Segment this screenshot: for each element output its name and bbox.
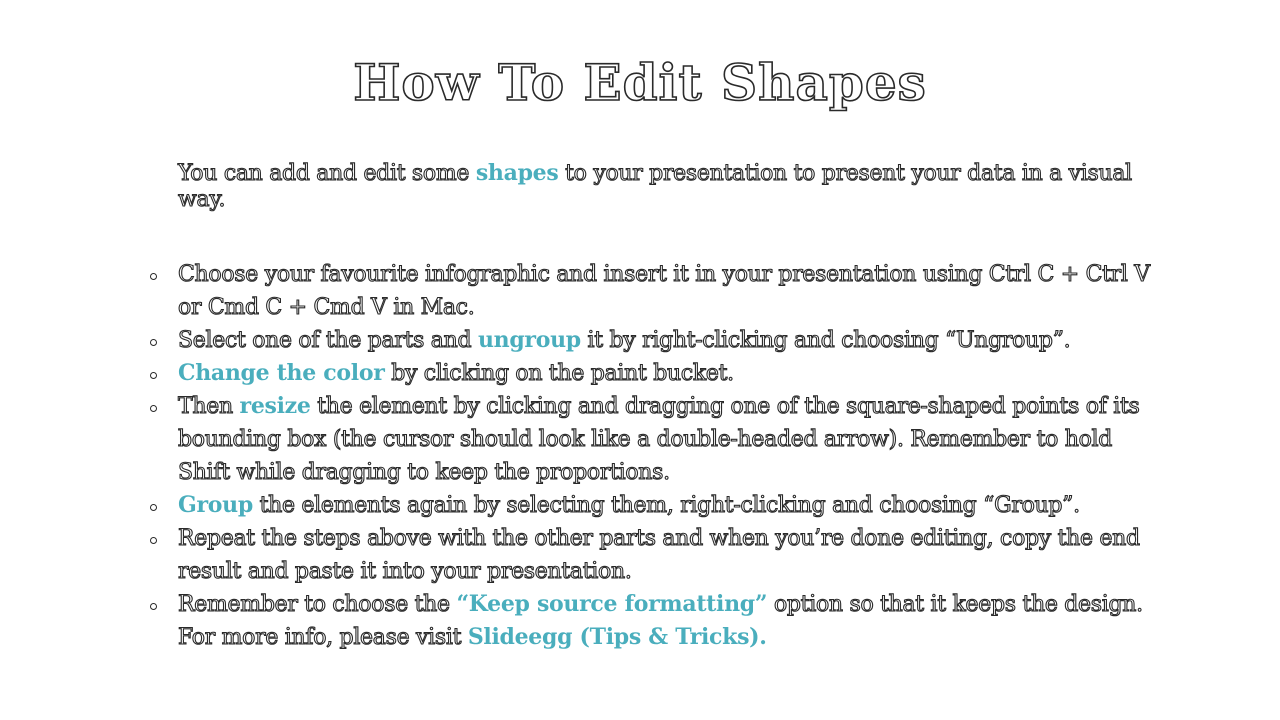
list-item	[150, 390, 1150, 489]
bullet-highlight: resize	[239, 393, 311, 419]
bullet-end-period: .	[759, 624, 767, 650]
intro-paragraph	[178, 160, 1168, 213]
list-item	[150, 357, 1150, 390]
bullet-text-before: Remember to choose the	[178, 592, 457, 617]
bullet-text-after: the element by clicking and dragging one of the square-shaped points of its bounding box (the cursor should look like a double-headed arrow). Remember to hold Shift while dragging to keep the proportions.	[178, 394, 1140, 485]
bullet-icon	[150, 273, 157, 280]
intro-text-after: to your presentation to present your data in a visual way.	[178, 161, 1132, 212]
slide-title: How To Edit Shapes	[353, 53, 927, 112]
slideegg-tips-link[interactable]: Slideegg (Tips & Tricks)	[467, 624, 760, 650]
bullet-icon	[150, 537, 157, 544]
intro-highlight-shapes: shapes	[475, 160, 559, 186]
intro-text-before: You can add and edit some	[178, 161, 476, 186]
bullet-text-after: option so that it keeps the design. For more info, please visit	[178, 592, 1143, 650]
bullet-icon	[150, 405, 157, 412]
bullet-icon	[150, 339, 157, 346]
bullet-text-before: Choose your favourite infographic and insert it in your presentation using Ctrl C + Ctrl V or Cmd C + Cmd V in Mac.	[178, 262, 1150, 320]
list-item	[150, 324, 1150, 357]
list-item	[150, 588, 1150, 654]
list-item	[150, 522, 1150, 588]
keep-source-formatting-highlight: “Keep source formatting”	[456, 591, 768, 617]
list-item	[150, 489, 1150, 522]
bullet-text-before: Repeat the steps above with the other parts and when you’re done editing, copy the end result and paste it into your presentation.	[178, 526, 1140, 584]
bullet-icon	[150, 372, 157, 379]
bullet-icon	[150, 603, 157, 610]
bullet-text-after: by clicking on the paint bucket.	[384, 361, 734, 386]
bullet-highlight: Change the color	[178, 360, 385, 386]
bullet-text-before: Then	[178, 394, 240, 419]
bullet-text-after: the elements again by selecting them, right-clicking and choosing “Group”.	[252, 493, 1080, 518]
bullet-highlight: ungroup	[477, 327, 581, 353]
list-item	[150, 258, 1150, 324]
instruction-list	[150, 258, 1150, 654]
bullet-text-after: it by right-clicking and choosing “Ungroup”.	[580, 328, 1071, 353]
bullet-highlight: Group	[178, 492, 253, 518]
bullet-text-before: Select one of the parts and	[178, 328, 478, 353]
bullet-icon	[150, 504, 157, 511]
